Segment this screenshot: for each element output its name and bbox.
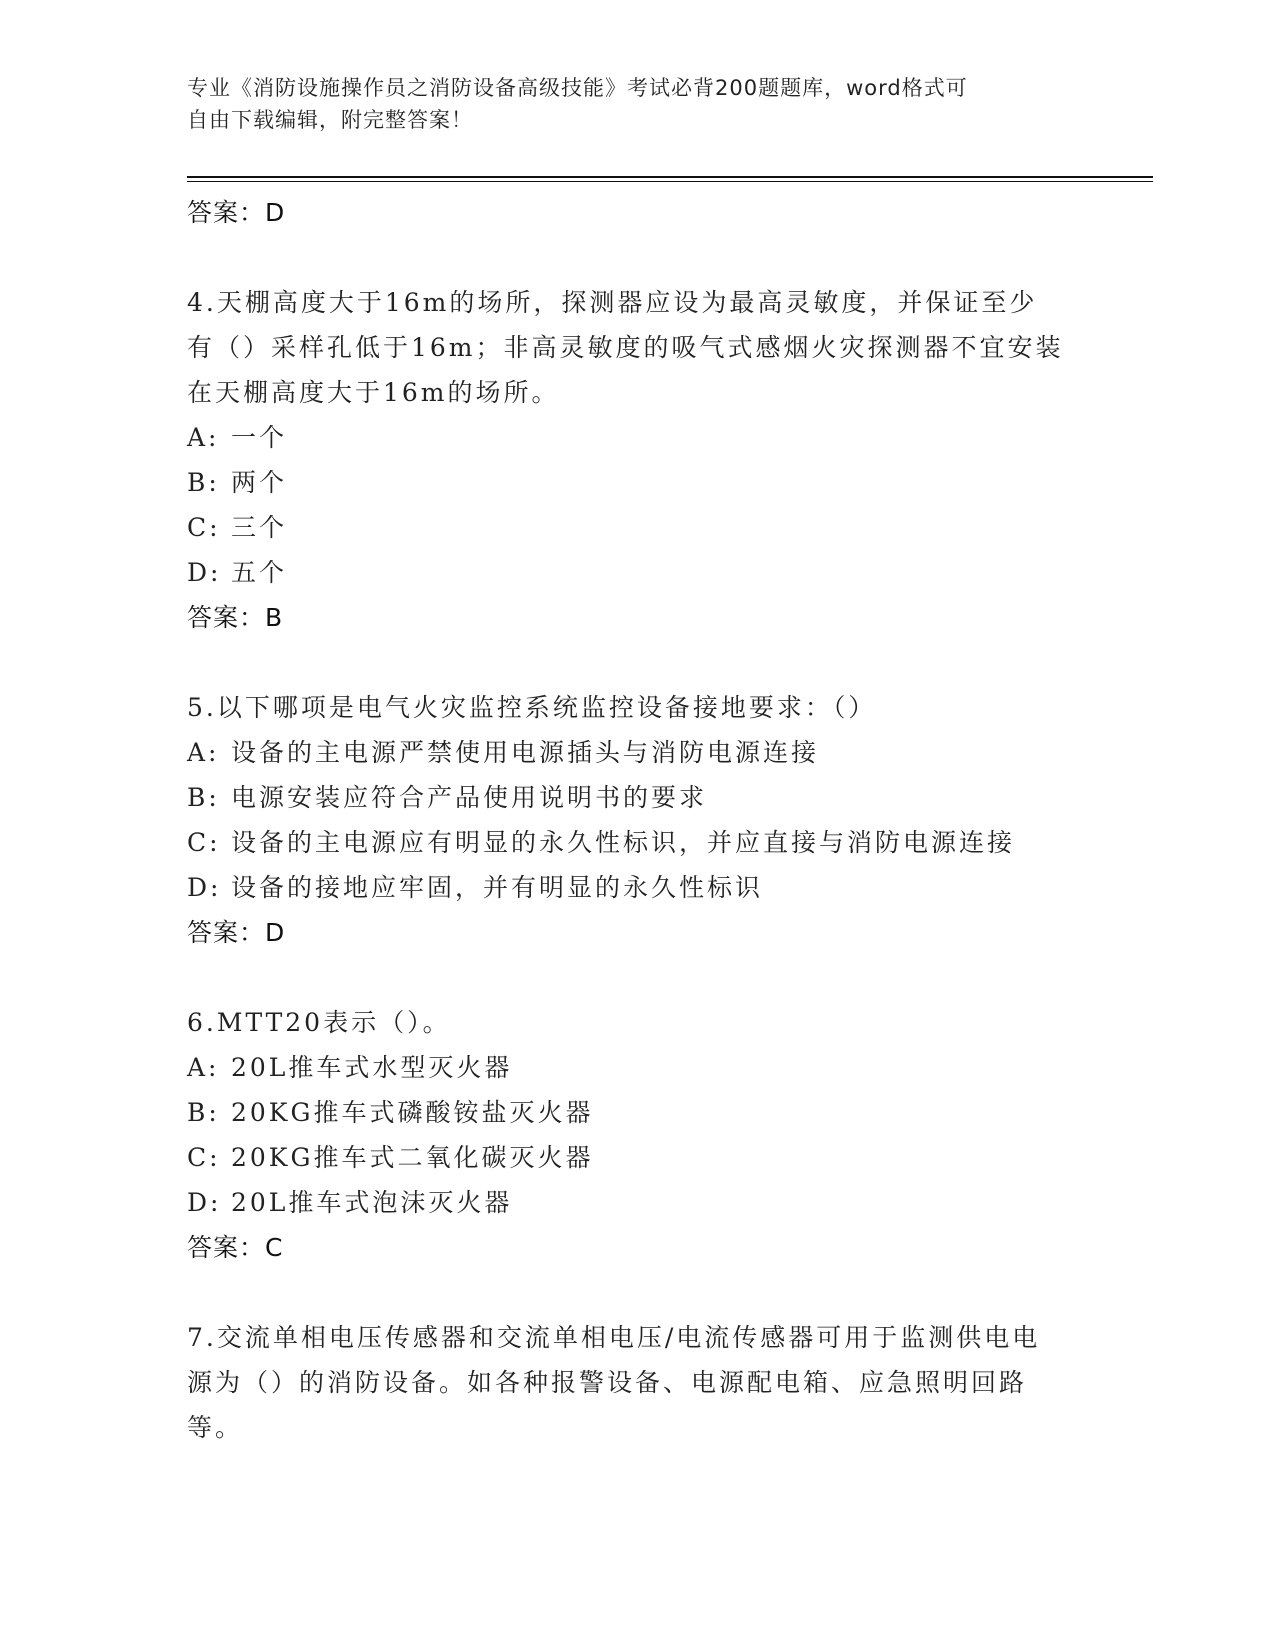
option-letter: B:: [187, 1098, 220, 1127]
question-4-text: [187, 280, 1087, 415]
question-text-line: 源为（）的消防设备。如各种报警设备、电源配电箱、应急照明回路: [187, 1368, 1028, 1397]
option-letter: B:: [187, 468, 220, 497]
option-letter: D:: [187, 558, 222, 587]
option-letter: C:: [187, 513, 221, 542]
question-6-text: [187, 1000, 1087, 1045]
option-letter: A:: [187, 738, 220, 767]
option-text: 设备的接地应牢固，并有明显的永久性标识: [231, 873, 764, 902]
option-c: [187, 820, 1087, 865]
option-text: 20L推车式泡沫灭火器: [231, 1188, 513, 1217]
option-letter: C:: [187, 1143, 221, 1172]
question-text-line: 等。: [187, 1413, 244, 1442]
option-text: 五个: [231, 558, 288, 587]
option-text: 一个: [231, 423, 288, 452]
option-text: 三个: [231, 513, 288, 542]
header-divider-thick: [187, 176, 1153, 178]
answer-5: 答案：D: [187, 918, 286, 947]
header-divider-thin: [187, 181, 1153, 182]
question-text-line: 5.以下哪项是电气火灾监控系统监控设备接地要求：（）: [187, 693, 877, 722]
option-a: [187, 730, 1087, 775]
question-text-line: 4.天棚高度大于16m的场所，探测器应设为最高灵敏度，并保证至少: [187, 288, 1038, 317]
option-text: 设备的主电源应有明显的永久性标识，并应直接与消防电源连接: [231, 828, 1016, 857]
option-c: [187, 1135, 1087, 1180]
question-7: [187, 1315, 1087, 1450]
option-c: [187, 505, 1087, 550]
option-letter: D:: [187, 1188, 222, 1217]
option-d: [187, 865, 1087, 910]
question-text-line: 在天棚高度大于16m的场所。: [187, 378, 560, 407]
question-7-text: [187, 1315, 1087, 1450]
option-b: [187, 1090, 1087, 1135]
option-text: 电源安装应符合产品使用说明书的要求: [231, 783, 708, 812]
document-body: [187, 190, 1087, 1450]
question-text-line: 7.交流单相电压传感器和交流单相电压/电流传感器可用于监测供电电: [187, 1323, 1041, 1352]
header-line-1: 专业《消防设施操作员之消防设备高级技能》考试必背200题题库，word格式可: [187, 76, 968, 100]
question-6: [187, 1000, 1087, 1271]
answer-6: 答案：C: [187, 1233, 284, 1262]
option-a: [187, 1045, 1087, 1090]
option-letter: C:: [187, 828, 221, 857]
question-4: [187, 280, 1087, 641]
option-letter: A:: [187, 1053, 220, 1082]
question-text-line: 有（）采样孔低于16m；非高灵敏度的吸气式感烟火灾探测器不宜安装: [187, 333, 1064, 362]
option-b: [187, 460, 1087, 505]
answer-4: 答案：B: [187, 603, 284, 632]
option-a: [187, 415, 1087, 460]
option-text: 设备的主电源严禁使用电源插头与消防电源连接: [231, 738, 820, 767]
question-text-line: 6.MTT20表示（）。: [187, 1008, 451, 1037]
option-d: [187, 1180, 1087, 1225]
option-letter: A:: [187, 423, 220, 452]
option-text: 20KG推车式磷酸铵盐灭火器: [231, 1098, 594, 1127]
header-line-2: 自由下载编辑，附完整答案！: [187, 108, 473, 132]
option-text: 两个: [231, 468, 288, 497]
document-header: [187, 72, 1087, 136]
previous-answer: 答案：D: [187, 198, 286, 227]
question-5-text: [187, 685, 1087, 730]
option-text: 20L推车式水型灭火器: [231, 1053, 513, 1082]
option-text: 20KG推车式二氧化碳灭火器: [231, 1143, 594, 1172]
option-b: [187, 775, 1087, 820]
question-5: [187, 685, 1087, 956]
option-letter: D:: [187, 873, 222, 902]
option-d: [187, 550, 1087, 595]
option-letter: B:: [187, 783, 220, 812]
